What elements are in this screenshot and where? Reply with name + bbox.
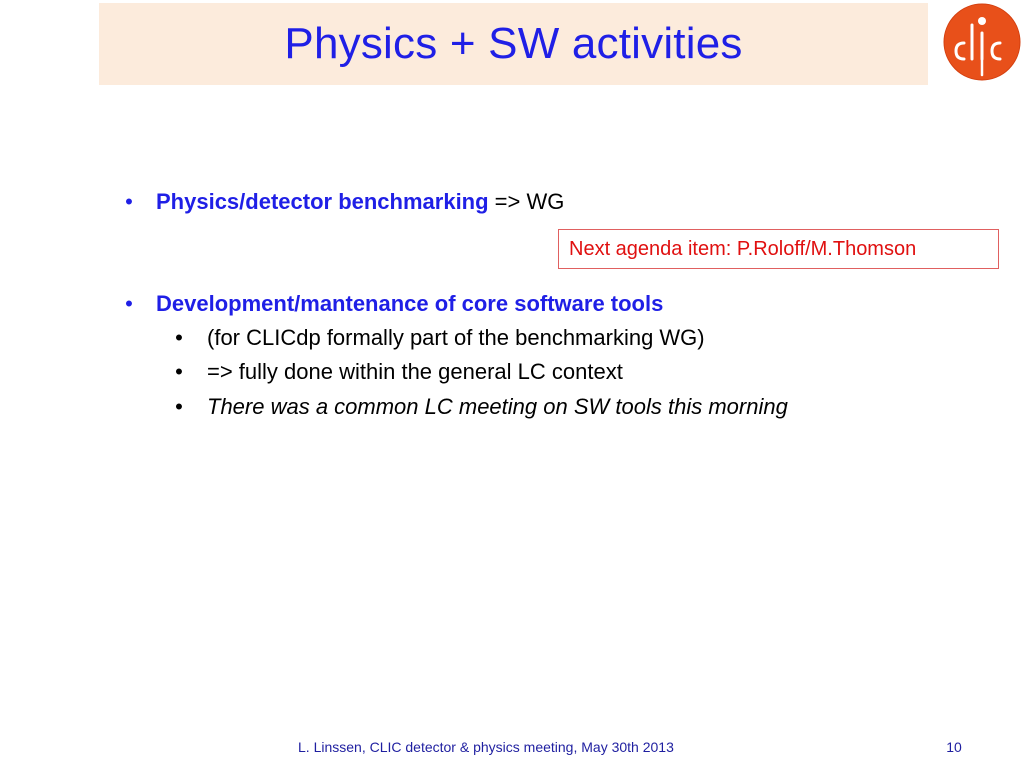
bullet-2-bold: Development/mantenance of core software tools bbox=[156, 291, 664, 316]
bullet-2 bbox=[0, 289, 1024, 319]
note-text: Next agenda item: P.Roloff/M.Thomson bbox=[569, 238, 917, 260]
bullet-1-text bbox=[156, 187, 564, 217]
slide-title: Physics + SW activities bbox=[284, 19, 743, 68]
note-box bbox=[558, 229, 999, 269]
sub-bullet-1-text: (for CLICdp formally part of the benchmarking WG) bbox=[207, 325, 705, 350]
footer: L. Linssen, CLIC detector & physics meeting, May 30th 2013 bbox=[298, 739, 674, 755]
page-number: 10 bbox=[946, 739, 962, 755]
sub-bullet-dot: • bbox=[175, 359, 183, 384]
sub-bullet-dot: • bbox=[175, 325, 183, 350]
sub-bullet-2 bbox=[0, 357, 1024, 387]
bullet-1-rest: => WG bbox=[488, 189, 565, 214]
sub-bullet-dot: • bbox=[175, 394, 183, 419]
bullet-dot: • bbox=[125, 189, 133, 214]
sub-bullet-3 bbox=[0, 392, 1024, 422]
bullet-1-bold: Physics/detector benchmarking bbox=[156, 189, 489, 214]
sub-bullet-3-text: There was a common LC meeting on SW tools this morning bbox=[207, 394, 788, 419]
bullet-dot: • bbox=[125, 291, 133, 316]
bullet-1 bbox=[0, 187, 1024, 217]
clic-logo-icon bbox=[943, 3, 1021, 81]
sub-bullet-1 bbox=[0, 323, 1024, 353]
sub-bullet-2-text: => fully done within the general LC context bbox=[207, 359, 623, 384]
clic-logo bbox=[943, 3, 1021, 81]
title-bar bbox=[99, 3, 928, 85]
